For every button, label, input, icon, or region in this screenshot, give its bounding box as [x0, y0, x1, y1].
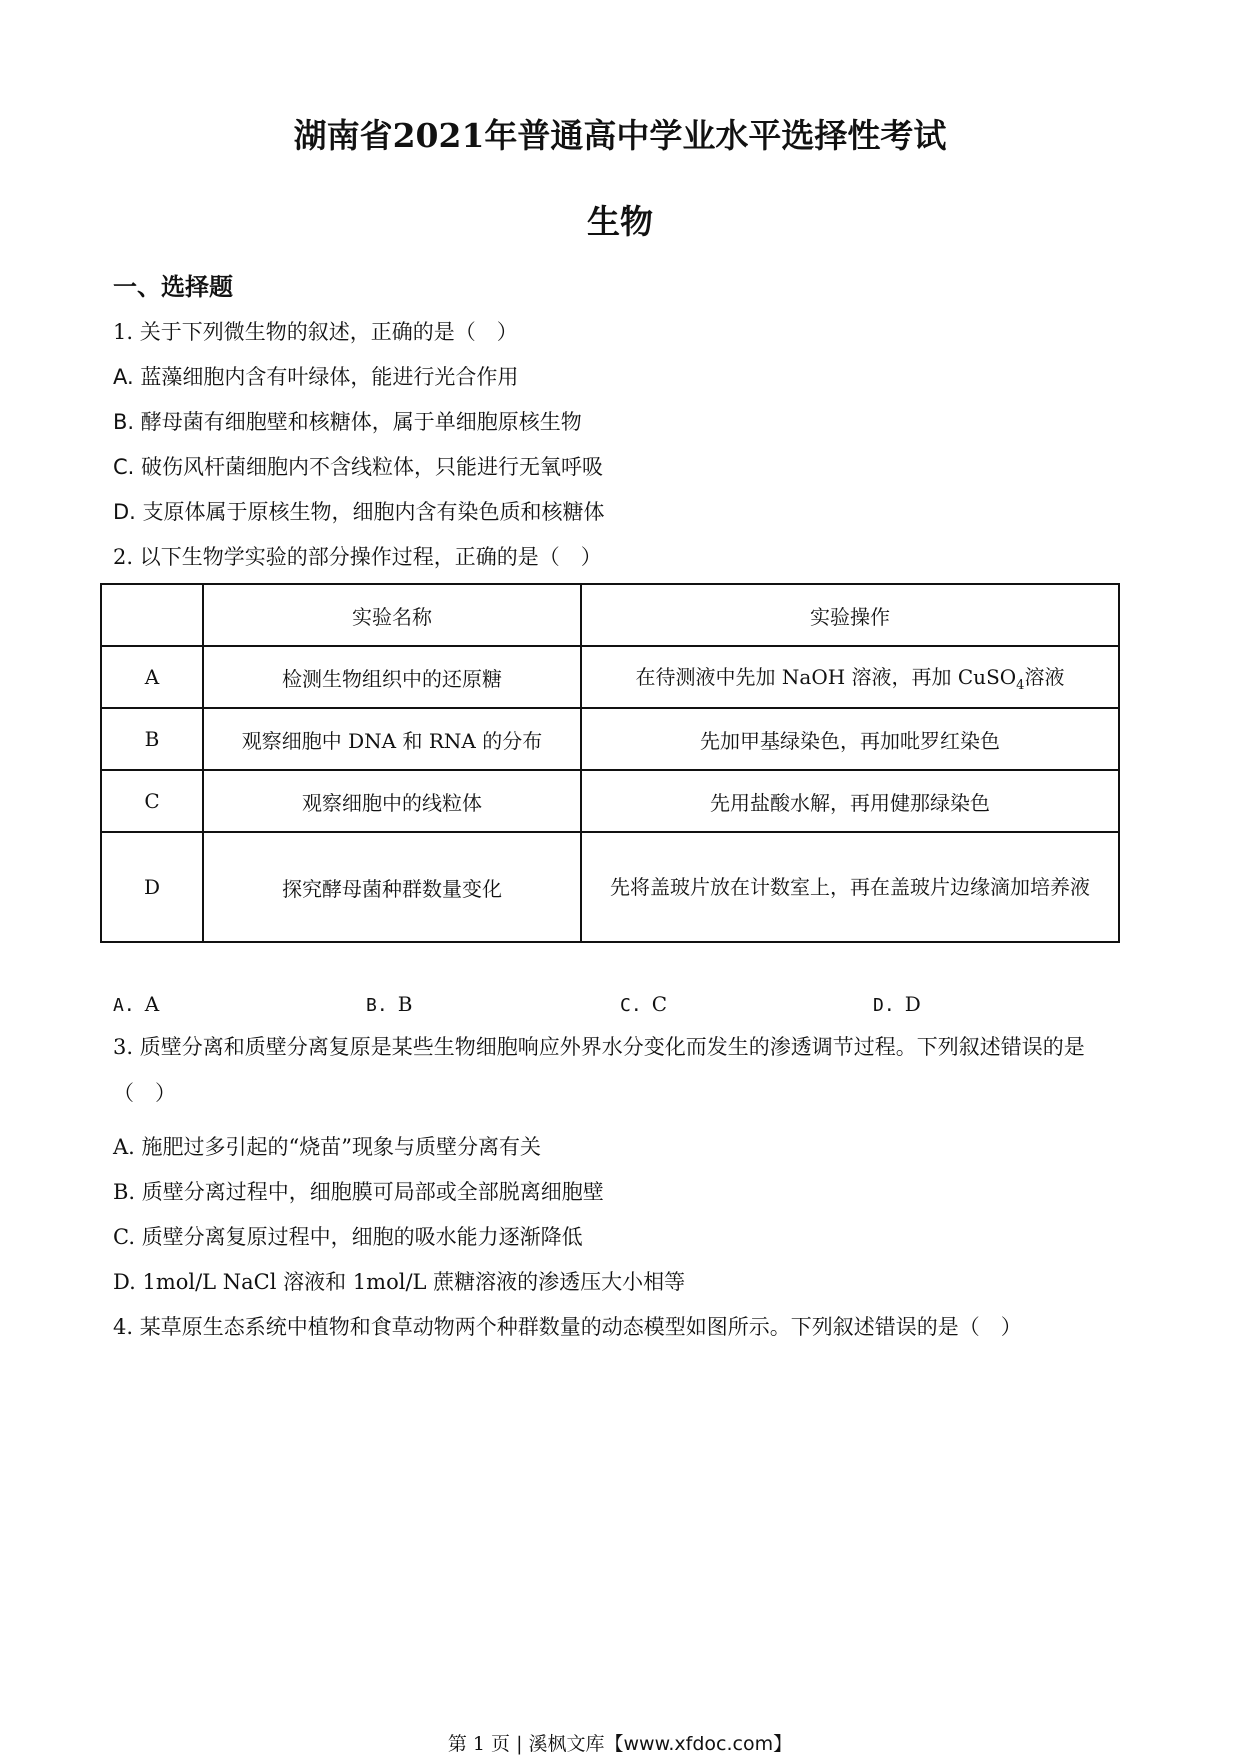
option-text: 支原体属于原核生物，细胞内含有染色质和核糖体 — [142, 500, 605, 524]
table-header-cell — [101, 584, 203, 646]
table-cell-key: D — [101, 832, 203, 942]
footer-page: 第 1 页 | 溪枫文库 — [447, 1733, 605, 1755]
footer-site-link[interactable]: 【www.xfdoc.com】 — [604, 1733, 793, 1755]
option-label: B. — [113, 1180, 136, 1204]
table-cell-name: 观察细胞中的线粒体 — [203, 770, 581, 832]
table-cell-name: 检测生物组织中的还原糖 — [203, 646, 581, 708]
choice-label: B. — [366, 995, 388, 1016]
choice-value: D — [904, 992, 921, 1016]
op-subscript: 4 — [1016, 678, 1025, 693]
table-cell-name: 探究酵母菌种群数量变化 — [203, 832, 581, 942]
choice-value: C — [651, 992, 667, 1016]
table-cell-op: 先加甲基绿染色，再加吡罗红染色 — [581, 708, 1119, 770]
table-row — [101, 832, 1119, 942]
option-label: D. — [113, 1270, 136, 1294]
table-cell-name: 观察细胞中 DNA 和 RNA 的分布 — [203, 708, 581, 770]
op-text: 溶液 — [1024, 665, 1065, 689]
question-4-stem: 4. 某草原生态系统中植物和食草动物两个种群数量的动态模型如图所示。下列叙述错误的是（ ） — [113, 1315, 1022, 1339]
question-1-stem: 1. 关于下列微生物的叙述，正确的是（ ） — [113, 320, 518, 344]
question-1-option-a — [113, 361, 518, 391]
question-1-option-c — [113, 451, 603, 481]
table-cell-op: 先将盖玻片放在计数室上，再在盖玻片边缘滴加培养液 — [581, 832, 1119, 942]
choice-value: B — [397, 992, 413, 1016]
question-3-stem: 3. 质壁分离和质壁分离复原是某些生物细胞响应外界水分变化而发生的渗透调节过程。下列叙述错误的是（ ） — [113, 1035, 1085, 1105]
option-text: 施肥过多引起的“烧苗”现象与质壁分离有关 — [141, 1135, 542, 1159]
document-title: 湖南省2021年普通高中学业水平选择性考试 — [293, 116, 947, 155]
question-2-choice-d — [873, 992, 921, 1016]
table-cell-key: C — [101, 770, 203, 832]
option-text: 破伤风杆菌细胞内不含线粒体，只能进行无氧呼吸 — [141, 455, 604, 479]
document-subject: 生物 — [587, 202, 653, 241]
option-text: 酵母菌有细胞壁和核糖体，属于单细胞原核生物 — [140, 410, 582, 434]
table-cell-op — [581, 646, 1119, 708]
option-label: A. — [113, 365, 134, 389]
table-header-row — [101, 584, 1119, 646]
question-2-choice-b — [366, 992, 412, 1016]
question-3-option-a — [113, 1131, 541, 1161]
option-label: C. — [113, 455, 135, 479]
choice-value: A — [144, 992, 160, 1016]
option-label: D. — [113, 500, 136, 524]
table-header-cell: 实验名称 — [203, 584, 581, 646]
section-heading: 一、选择题 — [113, 272, 233, 301]
choice-label: D. — [873, 995, 895, 1016]
question-3-option-d — [113, 1266, 685, 1296]
question-2-stem: 2. 以下生物学实验的部分操作过程，正确的是（ ） — [113, 545, 602, 569]
table-cell-op: 先用盐酸水解，再用健那绿染色 — [581, 770, 1119, 832]
option-text: 质壁分离复原过程中，细胞的吸水能力逐渐降低 — [141, 1225, 583, 1249]
choice-label: C. — [620, 995, 642, 1016]
option-label: C. — [113, 1225, 135, 1249]
op-text: 在待测液中先加 NaOH 溶液，再加 CuSO — [635, 665, 1017, 689]
table-cell-key: B — [101, 708, 203, 770]
option-label: B. — [113, 410, 135, 434]
question-2-choice-a — [113, 992, 159, 1016]
option-text: 质壁分离过程中，细胞膜可局部或全部脱离细胞壁 — [141, 1180, 604, 1204]
question-3-option-b — [113, 1176, 604, 1206]
question-1-option-d — [113, 496, 605, 526]
question-1-option-b — [113, 406, 582, 436]
option-text: 蓝藻细胞内含有叶绿体，能进行光合作用 — [140, 365, 519, 389]
choice-label: A. — [113, 995, 135, 1016]
page-footer — [0, 1729, 1240, 1756]
question-3-option-c — [113, 1221, 583, 1251]
experiment-table — [100, 583, 1120, 943]
table-row — [101, 708, 1119, 770]
option-label: A. — [113, 1135, 135, 1159]
table-cell-key: A — [101, 646, 203, 708]
question-2-choice-c — [620, 992, 667, 1016]
table-row — [101, 770, 1119, 832]
table-header-cell: 实验操作 — [581, 584, 1119, 646]
option-text: 1mol/L NaCl 溶液和 1mol/L 蔗糖溶液的渗透压大小相等 — [142, 1270, 686, 1294]
table-row — [101, 646, 1119, 708]
